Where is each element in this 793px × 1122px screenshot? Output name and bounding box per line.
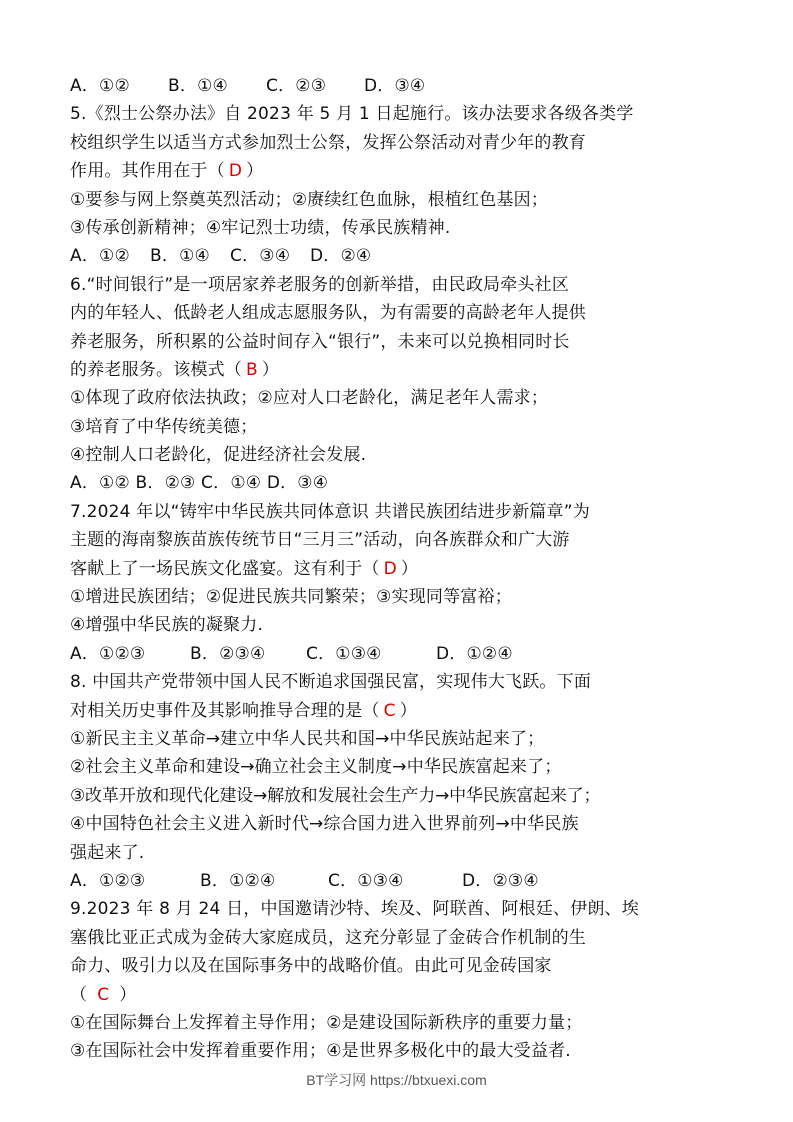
q8-stem-line2	[70, 697, 740, 725]
q7-option-a: A．①②③	[70, 643, 146, 664]
q9-stem-line2: 塞俄比亚正式成为金砖大家庭成员，这充分彰显了金砖合作机制的生	[70, 927, 586, 948]
q7-stem-text: 客献上了一场民族文化盛宴。这有利于（	[70, 558, 380, 579]
q5-answer: D	[228, 161, 243, 182]
page-footer: BT学习网 https://btxuexi.com	[306, 1072, 487, 1088]
q6-close-paren: ）	[261, 359, 280, 380]
q7-options	[70, 640, 740, 668]
q9-answer: C	[97, 984, 110, 1005]
q9-stem-line4	[70, 981, 740, 1009]
q7-stem-line3	[70, 555, 740, 583]
q6-stem-line2: 内的年轻人、低龄老人组成志愿服务队，为有需要的高龄老年人提供	[70, 303, 586, 324]
q8-stem-text: 对相关历史事件及其影响推导合理的是（	[70, 700, 380, 721]
q5-option-a: A．①②	[70, 246, 130, 267]
q8-option-c: C．①③④	[328, 870, 404, 891]
q5-option-b: B．①④	[150, 246, 210, 267]
q4-option-c: C．②③	[266, 76, 327, 96]
q5-stem-line3	[70, 157, 740, 185]
q9-open-paren: （	[70, 984, 88, 1005]
q7-item2: ④增强中华民族的凝聚力.	[70, 615, 264, 636]
q5-option-c: C．③④	[230, 246, 291, 267]
q8-stem-line1: 8. 中国共产党带领中国人民不断追求国强民富，实现伟大飞跃。下面	[70, 672, 592, 693]
q8-item4: ④中国特色社会主义进入新时代→综合国力进入世界前列→中华民族	[70, 814, 579, 835]
q4-option-b: B．①④	[168, 76, 228, 96]
q8-option-a: A．①②③	[70, 870, 146, 891]
q6-options: A．①② B．②③ C．①④ D．③④	[70, 473, 329, 494]
q6-stem-line3: 养老服务，所积累的公益时间存入“银行”，未来可以兑换相同时长	[70, 331, 570, 352]
q4-option-a: A．①②	[70, 76, 130, 96]
q9-stem-line1: 9.2023 年 8 月 24 日，中国邀请沙特、埃及、阿联酋、阿根廷、伊朗、埃	[70, 899, 639, 920]
q8-option-d: D．②③④	[462, 870, 539, 891]
q6-stem-line1: 6.“时间银行”是一项居家养老服务的创新举措，由民政局牵头社区	[70, 274, 570, 295]
q4-options	[70, 72, 740, 100]
q8-option-b: B．①②④	[200, 870, 276, 891]
q8-item4-cont: 强起来了.	[70, 842, 145, 863]
q8-close-paren: ）	[399, 700, 417, 721]
q8-item2: ②社会主义革命和建设→确立社会主义制度→中华民族富起来了；	[70, 757, 562, 778]
q7-option-c: C．①③④	[306, 643, 382, 664]
q6-answer: B	[246, 359, 258, 380]
q4-option-d: D．③④	[364, 76, 426, 96]
q5-item1: ①要参与网上祭奠英烈活动；②赓续红色血脉，根植红色基因；	[70, 189, 549, 210]
q9-item1: ①在国际舞台上发挥着主导作用；②是建设国际新秩序的重要力量；	[70, 1012, 583, 1033]
q6-stem-text: 的养老服务。该模式（	[70, 359, 242, 380]
q5-stem-text: 作用。其作用在于（	[70, 161, 225, 182]
q5-stem-line2: 校组织学生以适当方式参加烈士公祭，发挥公祭活动对青少年的教育	[70, 132, 586, 153]
q8-answer: C	[383, 700, 396, 721]
q7-close-paren: ）	[400, 558, 419, 579]
q6-stem-line4	[70, 356, 740, 384]
q5-option-d: D．②④	[310, 246, 372, 267]
q9-item2: ③在国际社会中发挥着重要作用；④是世界多极化中的最大受益者.	[70, 1041, 571, 1062]
q9-stem-line3: 命力、吸引力以及在国际事务中的战略价值。由此可见金砖国家	[70, 956, 552, 977]
q5-options	[70, 242, 740, 270]
q5-close-paren: ）	[246, 161, 264, 182]
q6-item2: ③培育了中华传统美德；	[70, 416, 258, 437]
q6-item1: ①体现了政府依法执政；②应对人口老龄化，满足老年人需求；	[70, 388, 549, 409]
q7-option-d: D．①②④	[436, 643, 513, 664]
q9-close-paren: ）	[119, 984, 137, 1005]
q7-option-b: B．②③④	[190, 643, 266, 664]
q5-item2: ③传承创新精神；④牢记烈士功绩，传承民族精神.	[70, 217, 451, 238]
q5-stem-line1: 5.《烈士公祭办法》自 2023 年 5 月 1 日起施行。该办法要求各级各类学	[70, 104, 634, 125]
q7-answer: D	[383, 558, 397, 579]
q7-item1: ①增进民族团结；②促进民族共同繁荣；③实现同等富裕；	[70, 587, 512, 608]
q8-item3: ③改革开放和现代化建设→解放和发展社会生产力→中华民族富起来了；	[70, 785, 601, 806]
q6-item3: ④控制人口老龄化，促进经济社会发展.	[70, 445, 367, 466]
q7-stem-line1: 7.2024 年以“铸牢中华民族共同体意识 共谱民族团结进步新篇章”为	[70, 501, 590, 522]
exam-page	[70, 72, 740, 1066]
q8-options	[70, 867, 740, 895]
q7-stem-line2: 主题的海南黎族苗族传统节日“三月三”活动，向各族群众和广大游	[70, 530, 570, 551]
q8-item1: ①新民主主义革命→建立中华人民共和国→中华民族站起来了；	[70, 728, 545, 749]
